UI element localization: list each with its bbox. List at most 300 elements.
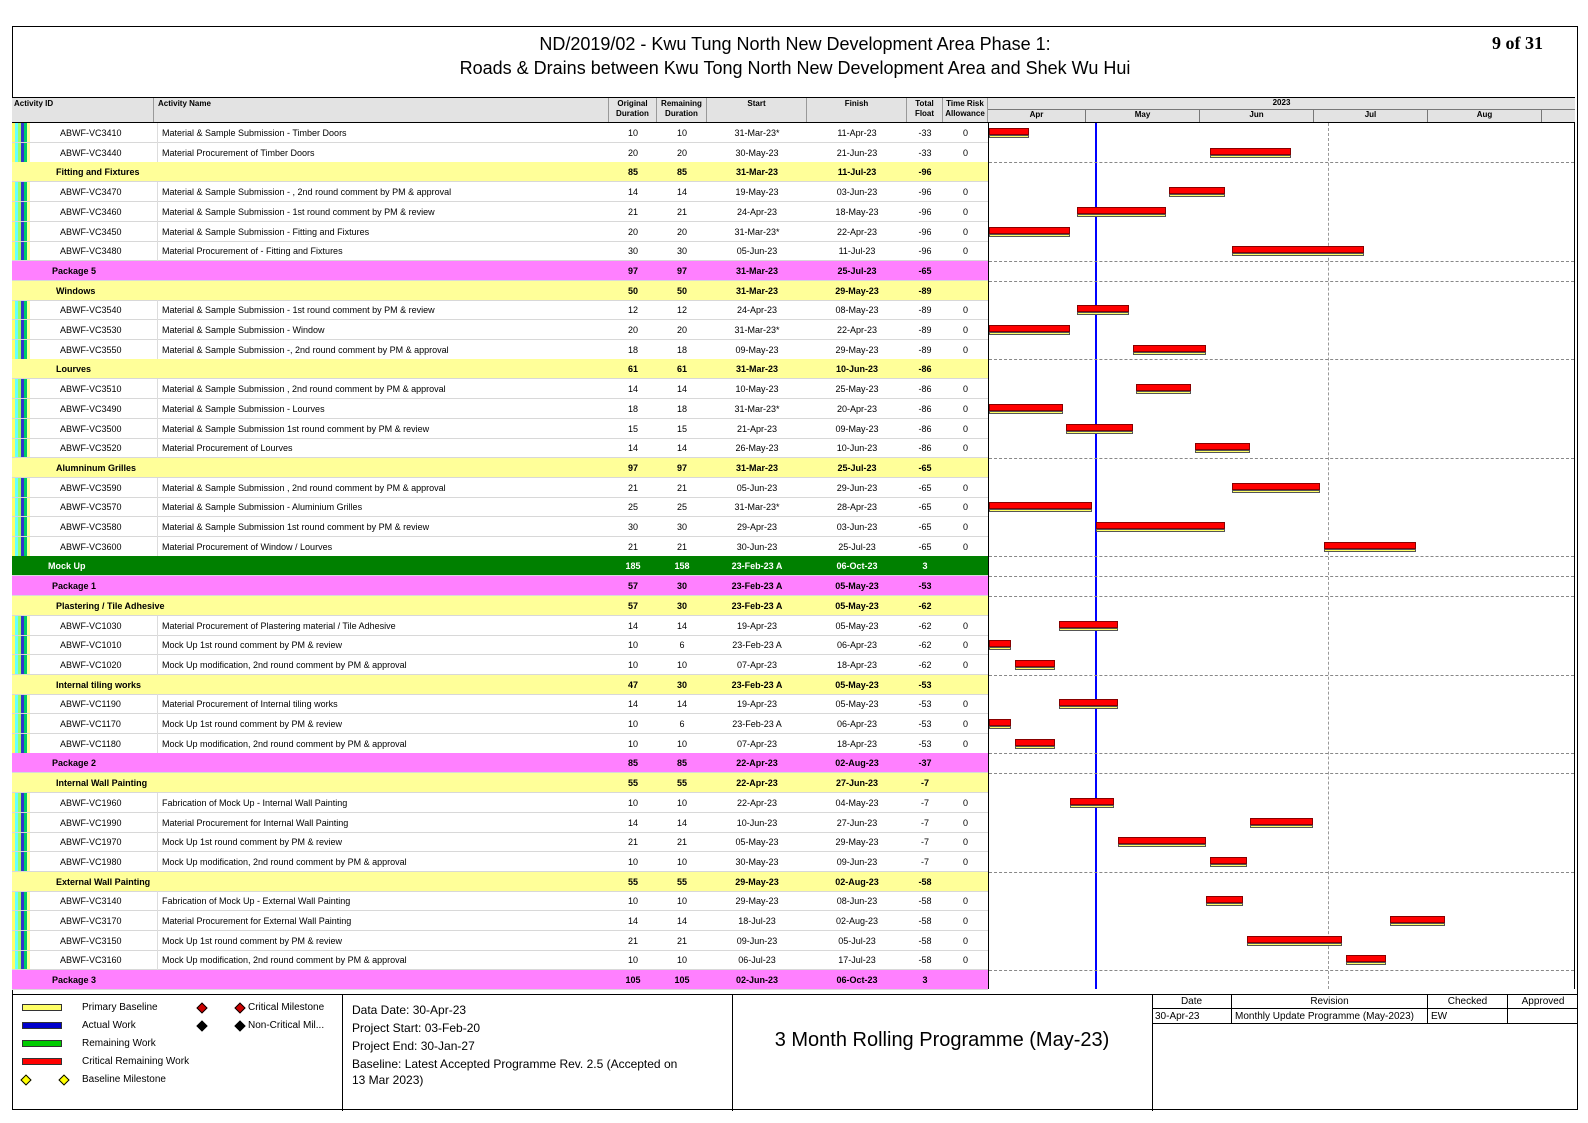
cell-od: 97 xyxy=(627,462,638,473)
cell-od: 10 xyxy=(627,738,638,749)
activity-row[interactable] xyxy=(12,300,988,320)
cell-rd: 6 xyxy=(679,640,685,651)
cell-finish: 22-Apr-23 xyxy=(836,325,878,335)
cell-id: ABWF-VC3410 xyxy=(60,128,122,138)
baseline-segment xyxy=(1118,844,1206,847)
month-jul: Jul xyxy=(1314,110,1428,122)
cell-start: 24-Apr-23 xyxy=(736,206,778,217)
page-header xyxy=(12,26,1578,98)
cell-finish: 22-Apr-23 xyxy=(836,226,878,237)
cell-tf: -86 xyxy=(918,403,932,414)
cell-id: ABWF-VC1030 xyxy=(60,620,122,631)
cell-rd: 6 xyxy=(679,719,685,729)
cell-rd: 97 xyxy=(676,265,687,276)
baseline-segment xyxy=(1169,194,1224,197)
cell-rd: 21 xyxy=(676,837,687,848)
col-total-float[interactable]: Total Float xyxy=(907,98,943,122)
cell-od: 55 xyxy=(627,876,638,887)
activity-row[interactable] xyxy=(12,931,988,951)
critical-remaining-segment xyxy=(1096,522,1225,529)
critical-bar[interactable] xyxy=(1096,522,1225,532)
cell-name: Material & Sample Submission , 2nd round comment by PM & approval xyxy=(157,478,602,498)
critical-bar[interactable] xyxy=(1206,896,1243,906)
cell-tra: 0 xyxy=(962,482,968,493)
cell-finish: 08-Jun-23 xyxy=(836,896,878,907)
diamond-icon xyxy=(234,1020,245,1031)
activity-row[interactable] xyxy=(12,399,988,419)
cell-od: 14 xyxy=(627,916,638,926)
cell-id: Package 2 xyxy=(52,758,97,769)
activity-row[interactable] xyxy=(12,852,988,872)
activity-row[interactable] xyxy=(12,340,988,360)
cell-tra xyxy=(943,753,988,773)
cell-finish: 18-May-23 xyxy=(835,206,879,217)
cell-tra: 0 xyxy=(962,699,968,710)
wbs-row[interactable] xyxy=(12,556,988,576)
cell-name: Material & Sample Submission - Aluminium Grilles xyxy=(157,497,602,517)
wbs-row[interactable] xyxy=(12,359,988,379)
cell-tra: 0 xyxy=(962,187,968,198)
baseline-segment xyxy=(1133,352,1207,355)
legend-label: Remaining Work xyxy=(82,1038,156,1049)
cell-start: 22-Apr-23 xyxy=(736,758,778,769)
cell-start: 31-Mar-23* xyxy=(734,325,780,335)
rev-header-approved: Approved xyxy=(1508,995,1578,1009)
baseline-segment xyxy=(1015,667,1055,670)
activity-row[interactable] xyxy=(12,143,988,163)
cell-od: 14 xyxy=(627,384,638,395)
cell-start: 09-Jun-23 xyxy=(736,935,778,946)
cell-name: Material & Sample Submission 1st round comment by PM & review xyxy=(157,517,602,537)
wbs-row[interactable] xyxy=(12,261,988,281)
diamond-icon xyxy=(20,1074,31,1085)
cell-tf: 3 xyxy=(922,975,928,986)
footer xyxy=(12,994,1578,1110)
cell-start: 23-Feb-23 A xyxy=(731,600,783,611)
cell-od: 10 xyxy=(627,856,638,867)
critical-remaining-segment xyxy=(1015,739,1055,746)
cell-start: 05-May-23 xyxy=(735,837,779,848)
gantt-timeline xyxy=(988,123,1575,989)
cell-tra: 0 xyxy=(962,817,968,828)
cell-id: ABWF-VC3450 xyxy=(60,226,122,237)
cell-tf: -89 xyxy=(918,344,932,355)
wbs-row[interactable] xyxy=(12,576,988,596)
baseline-segment xyxy=(1136,391,1191,394)
cell-finish: 11-Jul-23 xyxy=(838,246,876,257)
cell-name: Mock Up modification, 2nd round comment by PM & approval xyxy=(157,950,602,970)
wbs-separator xyxy=(989,458,1574,459)
cell-start: 10-May-23 xyxy=(735,384,779,395)
cell-od: 14 xyxy=(627,187,638,198)
cell-id: ABWF-VC3500 xyxy=(60,423,122,434)
cell-od: 185 xyxy=(625,561,641,572)
cell-id: Alumninum Grilles xyxy=(56,462,137,473)
activity-row[interactable] xyxy=(12,497,988,517)
activity-row[interactable] xyxy=(12,813,988,833)
wbs-row[interactable] xyxy=(12,458,988,478)
baseline-segment xyxy=(1070,805,1114,808)
cell-start: 02-Jun-23 xyxy=(735,975,779,986)
cell-finish: 08-May-23 xyxy=(835,305,879,316)
cell-tf: -62 xyxy=(918,640,932,651)
baseline-segment xyxy=(989,411,1063,414)
col-start[interactable]: Start xyxy=(707,98,807,122)
cell-id: ABWF-VC3550 xyxy=(60,344,122,355)
cell-finish: 29-May-23 xyxy=(835,344,879,355)
cell-tra xyxy=(943,458,988,478)
cell-id: ABWF-VC3160 xyxy=(60,955,122,966)
critical-bar[interactable] xyxy=(989,640,1011,650)
cell-tf: -89 xyxy=(918,325,932,335)
critical-bar[interactable] xyxy=(989,719,1011,729)
cell-rd: 30 xyxy=(676,581,687,592)
cell-start: 19-May-23 xyxy=(735,187,779,198)
cell-rd: 10 xyxy=(676,128,687,138)
activity-row[interactable] xyxy=(12,379,988,399)
baseline-segment xyxy=(989,234,1070,237)
baseline-segment xyxy=(1206,903,1243,906)
cell-tf: -62 xyxy=(918,620,932,631)
diamond-icon xyxy=(196,1020,207,1031)
activity-row[interactable] xyxy=(12,655,988,675)
cell-od: 18 xyxy=(627,403,638,414)
cell-tf: -89 xyxy=(918,305,932,316)
critical-bar[interactable] xyxy=(1346,955,1386,965)
cell-rd: 18 xyxy=(676,344,687,355)
cell-id: Package 1 xyxy=(52,581,97,592)
cell-rd: 85 xyxy=(676,167,687,178)
cell-od: 14 xyxy=(627,817,638,828)
baseline-segment xyxy=(1077,214,1165,217)
activity-row[interactable] xyxy=(12,537,988,557)
baseline-segment xyxy=(1059,628,1118,631)
cell-finish: 21-Jun-23 xyxy=(836,147,878,158)
cell-finish: 25-May-23 xyxy=(835,384,879,395)
cell-od: 21 xyxy=(627,482,638,493)
wbs-row[interactable] xyxy=(12,162,988,182)
cell-od: 14 xyxy=(627,620,638,631)
baseline-info-2: 13 Mar 2023) xyxy=(352,1073,424,1087)
activity-row[interactable] xyxy=(12,517,988,537)
cell-tf: -33 xyxy=(918,128,932,138)
critical-bar[interactable] xyxy=(1390,916,1445,926)
critical-bar[interactable] xyxy=(1066,424,1132,434)
cell-od: 15 xyxy=(627,423,638,434)
cell-start: 31-Mar-23 xyxy=(735,364,779,375)
activity-row[interactable] xyxy=(12,438,988,458)
wbs-row[interactable] xyxy=(12,281,988,301)
cell-rd: 20 xyxy=(676,226,687,237)
baseline-segment xyxy=(1015,746,1055,749)
cell-finish: 03-Jun-23 xyxy=(836,522,878,532)
critical-bar[interactable] xyxy=(989,227,1070,237)
critical-bar[interactable] xyxy=(1077,207,1165,217)
activity-row[interactable] xyxy=(12,911,988,931)
cell-id: ABWF-VC3480 xyxy=(60,246,122,257)
cell-tra xyxy=(943,556,988,576)
col-time-risk[interactable]: Time Risk Allowance xyxy=(943,98,988,122)
cell-tra: 0 xyxy=(962,325,968,335)
cell-tra: 0 xyxy=(962,837,968,848)
cell-name: Material Procurement of Internal tiling works xyxy=(157,694,602,714)
cell-finish: 06-Oct-23 xyxy=(836,561,878,572)
rev-checked: EW xyxy=(1428,1009,1508,1024)
activity-row[interactable] xyxy=(12,891,988,911)
critical-bar[interactable] xyxy=(1136,384,1191,394)
critical-remaining-segment xyxy=(989,404,1063,411)
cell-rd: 14 xyxy=(676,443,687,454)
critical-remaining-segment xyxy=(1136,384,1191,391)
critical-bar[interactable] xyxy=(1077,305,1129,315)
cell-tf: -86 xyxy=(918,364,932,375)
baseline-segment xyxy=(1390,923,1445,926)
critical-remaining-segment xyxy=(1210,148,1291,155)
legend-label: Non-Critical Mil... xyxy=(248,1020,325,1031)
cell-tf: -96 xyxy=(918,187,932,198)
cell-id: ABWF-VC1960 xyxy=(60,797,122,808)
wbs-row[interactable] xyxy=(12,675,988,695)
cell-start: 18-Jul-23 xyxy=(738,916,776,926)
cell-id: ABWF-VC3600 xyxy=(60,541,122,552)
cell-od: 97 xyxy=(627,265,638,276)
cell-tf: -7 xyxy=(920,778,929,789)
cell-od: 14 xyxy=(627,699,638,710)
col-activity-id[interactable]: Activity ID xyxy=(12,98,154,122)
cell-od: 61 xyxy=(627,364,638,375)
activity-row[interactable] xyxy=(12,320,988,340)
cell-tf: -65 xyxy=(918,462,932,473)
col-finish[interactable]: Finish xyxy=(807,98,907,122)
wbs-separator xyxy=(989,261,1574,262)
critical-bar[interactable] xyxy=(1133,345,1207,355)
cell-name: Material & Sample Submission 1st round comment by PM & review xyxy=(157,419,602,439)
cell-rd: 12 xyxy=(676,305,687,316)
activity-row[interactable] xyxy=(12,793,988,813)
cell-tf: -86 xyxy=(918,384,932,395)
title-line-1: ND/2019/02 - Kwu Tung North New Development Area Phase 1: xyxy=(539,34,1051,54)
cell-finish: 04-May-23 xyxy=(835,797,879,808)
cell-finish: 25-Jul-23 xyxy=(837,265,877,276)
col-original-duration[interactable]: Original Duration xyxy=(609,98,657,122)
critical-remaining-segment xyxy=(989,128,1029,135)
cell-name: Material & Sample Submission - , 2nd round comment by PM & approval xyxy=(157,182,602,202)
cell-tf: -96 xyxy=(918,206,932,217)
cell-rd: 10 xyxy=(676,896,687,907)
cell-tra: 0 xyxy=(962,403,968,414)
critical-bar[interactable] xyxy=(1070,798,1114,808)
wbs-row[interactable] xyxy=(12,596,988,616)
critical-bar[interactable] xyxy=(1059,699,1118,709)
cell-name: Material Procurement of Lourves xyxy=(157,438,602,458)
cell-tra: 0 xyxy=(962,955,968,966)
wbs-row[interactable] xyxy=(12,872,988,892)
cell-finish: 06-Apr-23 xyxy=(836,640,878,651)
legend-label: Critical Milestone xyxy=(248,1002,325,1013)
cell-finish: 11-Apr-23 xyxy=(837,128,877,138)
cell-start: 09-May-23 xyxy=(735,344,779,355)
cell-tra: 0 xyxy=(962,305,968,316)
critical-bar[interactable] xyxy=(1015,660,1055,670)
activity-row[interactable] xyxy=(12,635,988,655)
cell-finish: 09-May-23 xyxy=(835,423,879,434)
cell-id: ABWF-VC3470 xyxy=(60,187,122,198)
cell-finish: 05-May-23 xyxy=(835,581,879,592)
critical-bar[interactable] xyxy=(989,404,1063,414)
cell-name: Material Procurement for Internal Wall Painting xyxy=(157,813,602,833)
cell-tf: -58 xyxy=(918,896,932,907)
cell-start: 23-Feb-23 A xyxy=(731,561,783,572)
critical-bar[interactable] xyxy=(1015,739,1055,749)
cell-id: Package 3 xyxy=(52,975,97,986)
baseline-segment xyxy=(1324,549,1416,552)
cell-start: 05-Jun-23 xyxy=(736,246,778,257)
wbs-separator xyxy=(989,281,1574,282)
critical-bar[interactable] xyxy=(1324,542,1416,552)
legend-swatch xyxy=(22,1004,62,1011)
cell-tra xyxy=(943,773,988,793)
cell-od: 20 xyxy=(627,147,638,158)
cell-rd: 25 xyxy=(676,502,687,513)
cell-finish: 05-May-23 xyxy=(835,620,879,631)
wbs-row[interactable] xyxy=(12,753,988,773)
cell-name: Material Procurement of Plastering material / Tile Adhesive xyxy=(157,616,602,636)
activity-row[interactable] xyxy=(12,202,988,222)
cell-od: 85 xyxy=(627,758,638,769)
critical-bar[interactable] xyxy=(989,325,1070,335)
wbs-separator xyxy=(989,773,1574,774)
baseline-segment xyxy=(1210,155,1291,158)
cell-id: Lourves xyxy=(56,364,92,375)
cell-name: Material Procurement of Timber Doors xyxy=(157,143,602,163)
cell-start: 21-Apr-23 xyxy=(736,423,778,434)
cell-tf: -65 xyxy=(918,265,932,276)
critical-remaining-segment xyxy=(1015,660,1055,667)
critical-bar[interactable] xyxy=(1232,246,1364,256)
cell-od: 10 xyxy=(627,128,638,138)
cell-rd: 85 xyxy=(676,758,687,769)
cell-id: ABWF-VC3540 xyxy=(60,305,122,316)
cell-od: 30 xyxy=(627,246,638,257)
cell-od: 47 xyxy=(627,679,638,690)
critical-remaining-segment xyxy=(989,640,1011,647)
activity-row[interactable] xyxy=(12,734,988,754)
wbs-row[interactable] xyxy=(12,773,988,793)
activity-row[interactable] xyxy=(12,832,988,852)
cell-finish: 20-Apr-23 xyxy=(836,403,878,414)
cell-rd: 20 xyxy=(676,147,687,158)
col-remaining-duration[interactable]: Remaining Duration xyxy=(657,98,707,122)
cell-start: 26-May-23 xyxy=(735,443,779,454)
cell-name: Material & Sample Submission -, 2nd round comment by PM & approval xyxy=(157,340,602,360)
baseline-segment xyxy=(1059,706,1118,709)
cell-tf: -53 xyxy=(918,719,932,729)
critical-bar[interactable] xyxy=(1118,837,1206,847)
baseline-segment xyxy=(1096,529,1225,532)
col-activity-name[interactable]: Activity Name xyxy=(154,98,609,122)
rev-header-checked: Checked xyxy=(1428,995,1508,1009)
critical-bar[interactable] xyxy=(1210,148,1291,158)
cell-tra: 0 xyxy=(962,856,968,867)
cell-tra: 0 xyxy=(962,916,968,926)
wbs-separator xyxy=(989,872,1574,873)
cell-rd: 14 xyxy=(676,817,687,828)
wbs-separator xyxy=(989,675,1574,676)
critical-bar[interactable] xyxy=(989,502,1092,512)
activity-row[interactable] xyxy=(12,616,988,636)
cell-tra xyxy=(943,359,988,379)
activity-row[interactable] xyxy=(12,950,988,970)
cell-name: Material & Sample Submission , 2nd round comment by PM & approval xyxy=(157,379,602,399)
cell-rd: 21 xyxy=(676,482,687,493)
critical-bar[interactable] xyxy=(1247,936,1343,946)
cell-start: 31-Mar-23 xyxy=(735,462,779,473)
cell-id: ABWF-VC3460 xyxy=(60,206,122,217)
activity-row[interactable] xyxy=(12,241,988,261)
cell-rd: 30 xyxy=(676,679,687,690)
critical-bar[interactable] xyxy=(1250,818,1313,828)
cell-rd: 21 xyxy=(676,541,687,552)
cell-tf: -7 xyxy=(920,837,929,848)
critical-bar[interactable] xyxy=(1210,857,1247,867)
cell-tf: -96 xyxy=(918,226,932,237)
activity-row[interactable] xyxy=(12,714,988,734)
critical-remaining-segment xyxy=(989,227,1070,234)
baseline-segment xyxy=(989,332,1070,335)
cell-rd: 20 xyxy=(676,325,687,335)
activity-row[interactable] xyxy=(12,123,988,143)
activity-row[interactable] xyxy=(12,694,988,714)
cell-tra: 0 xyxy=(962,541,968,552)
critical-bar[interactable] xyxy=(1059,621,1118,631)
baseline-info: Baseline: Latest Accepted Programme Rev. 2.5 (Accepted on xyxy=(352,1057,678,1071)
wbs-row[interactable] xyxy=(12,970,988,990)
critical-bar[interactable] xyxy=(989,128,1029,138)
activity-row[interactable] xyxy=(12,478,988,498)
critical-bar[interactable] xyxy=(1232,483,1320,493)
cell-tf: -65 xyxy=(918,502,932,513)
cell-id: ABWF-VC3150 xyxy=(60,935,122,946)
cell-tf: -7 xyxy=(920,856,929,867)
critical-bar[interactable] xyxy=(1195,443,1250,453)
cell-tra: 0 xyxy=(962,719,968,729)
cell-tf: -86 xyxy=(918,443,932,454)
cell-od: 10 xyxy=(627,797,638,808)
cell-od: 30 xyxy=(627,522,638,532)
cell-id: ABWF-VC3140 xyxy=(60,896,122,907)
cell-tf: -53 xyxy=(918,738,932,749)
activity-row[interactable] xyxy=(12,222,988,242)
cell-tra xyxy=(943,675,988,695)
cell-name: Mock Up 1st round comment by PM & review xyxy=(157,635,602,655)
legend-swatch xyxy=(22,1058,62,1065)
cell-rd: 14 xyxy=(676,384,687,395)
cell-rd: 10 xyxy=(676,659,687,670)
critical-bar[interactable] xyxy=(1169,187,1224,197)
activity-row[interactable] xyxy=(12,419,988,439)
cell-start: 29-Apr-23 xyxy=(736,522,778,532)
cell-id: ABWF-VC3520 xyxy=(60,443,122,454)
legend-label: Critical Remaining Work xyxy=(82,1056,190,1067)
programme-title: 3 Month Rolling Programme (May-23) xyxy=(732,995,1153,1111)
activity-row[interactable] xyxy=(12,182,988,202)
cell-finish: 29-May-23 xyxy=(835,837,879,848)
cell-start: 23-Feb-23 A xyxy=(731,679,783,690)
wbs-separator xyxy=(989,753,1574,754)
timeline-header xyxy=(988,97,1575,123)
legend-label: Primary Baseline xyxy=(82,1002,158,1013)
cell-rd: 105 xyxy=(674,975,690,986)
